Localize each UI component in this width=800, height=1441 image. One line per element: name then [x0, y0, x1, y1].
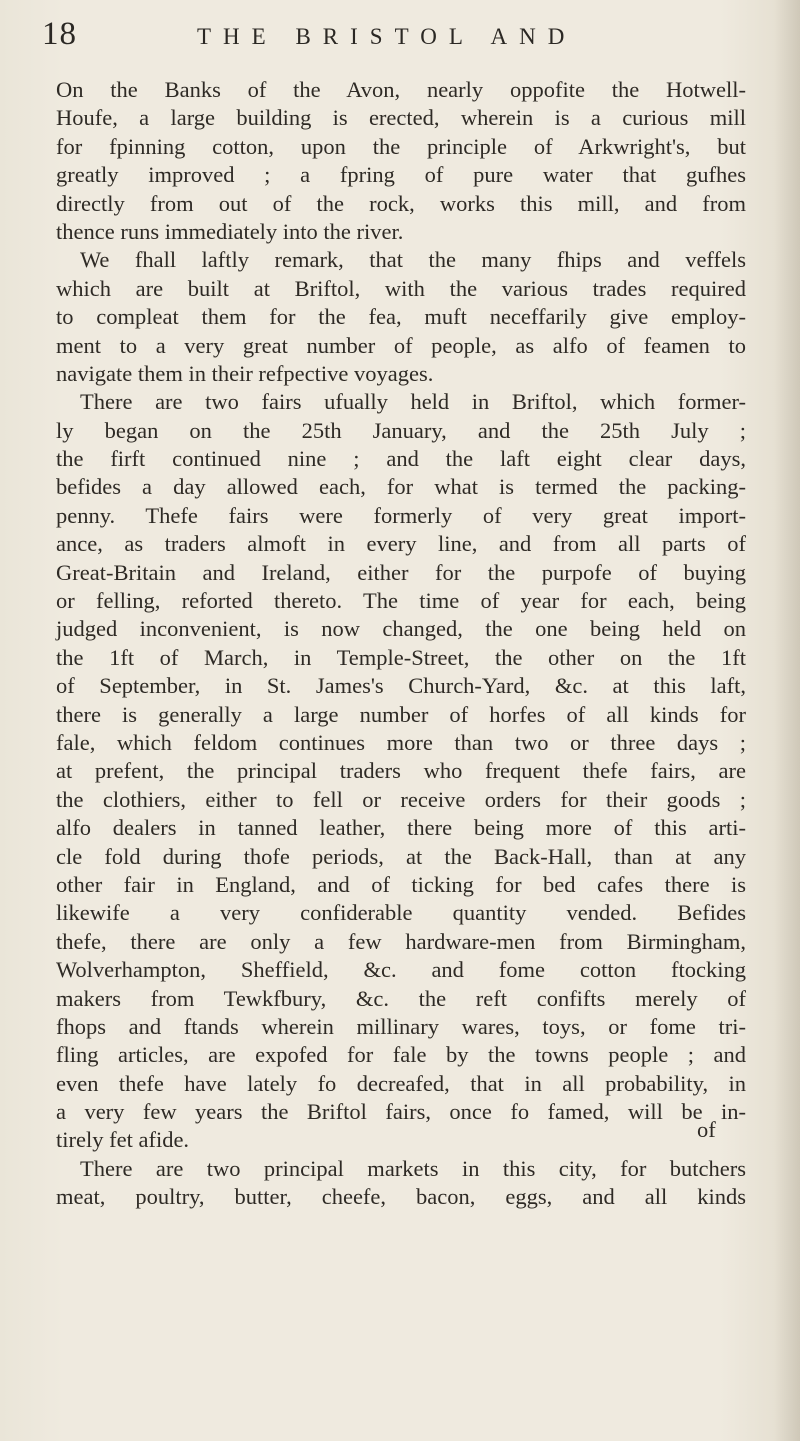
text-line: for fpinning cotton, upon the principle of Arkwright's, but — [56, 133, 746, 159]
text-line: at prefent, the principal traders who frequent thefe fairs, are — [56, 758, 746, 784]
page-number: 18 — [42, 16, 77, 52]
text-line: fhops and ftands wherein millinary wares, toys, or fome tri- — [56, 1013, 746, 1039]
text-line: fling articles, are expofed for fale by the towns people ; and — [56, 1042, 746, 1068]
text-line: the 1ft of March, in Temple-Street, the other on the 1ft — [56, 644, 746, 670]
text-line: penny. Thefe fairs were formerly of very great import- — [56, 502, 746, 528]
body-text — [56, 76, 746, 1212]
text-line: Wolverhampton, Sheffield, &c. and fome cotton ftocking — [56, 957, 746, 983]
catchword: of — [697, 1117, 716, 1142]
text-line: makers from Tewkfbury, &c. the reft confifts merely of — [56, 985, 746, 1011]
text-line: meat, poultry, butter, cheefe, bacon, eggs, and all kinds — [56, 1184, 746, 1210]
text-line: Great-Britain and Ireland, either for the purpofe of buying — [56, 559, 746, 585]
text-line: even thefe have lately fo decreafed, that in all probability, in — [56, 1070, 746, 1096]
text-line: navigate them in their refpective voyages. — [56, 360, 434, 386]
text-line: or felling, reforted thereto. The time of year for each, being — [56, 588, 746, 614]
page-header — [42, 16, 742, 56]
text-line: Houfe, a large building is erected, wherein is a curious mill — [56, 105, 746, 131]
text-line: the clothiers, either to fell or receive orders for their goods ; — [56, 786, 746, 812]
text-line: On the Banks of the Avon, nearly oppofite the Hotwell- — [56, 77, 746, 102]
text-line: ment to a very great number of people, as alfo of feamen to — [56, 332, 746, 358]
text-line: a very few years the Briftol fairs, once fo famed, will be in- — [56, 1099, 746, 1125]
text-line: greatly improved ; a fpring of pure water that gufhes — [56, 162, 746, 188]
text-line: cle fold during thofe periods, at the Back-Hall, than at any — [56, 843, 746, 869]
text-line: alfo dealers in tanned leather, there being more of this arti- — [56, 815, 746, 841]
text-line: thefe, there are only a few hardware-men from Birmingham, — [56, 928, 746, 954]
text-line: We fhall laftly remark, that the many fhips and veffels — [80, 247, 746, 273]
text-line: tirely fet afide. — [56, 1127, 190, 1153]
page-edge-shadow — [774, 0, 800, 1441]
text-line: fale, which feldom continues more than two or three days ; — [56, 729, 746, 755]
text-line: There are two fairs ufually held in Briftol, which former- — [80, 389, 746, 415]
text-line: to compleat them for the fea, muft neceffarily give employ- — [56, 304, 746, 330]
text-line: There are two principal markets in this city, for butchers — [80, 1155, 746, 1181]
running-head: THE BRISTOL AND — [197, 24, 577, 49]
text-line: the firft continued nine ; and the laft eight clear days, — [56, 446, 746, 472]
text-line: thence runs immediately into the river. — [56, 218, 404, 244]
text-line: of September, in St. James's Church-Yard, &c. at this laft, — [56, 673, 746, 699]
text-line: other fair in England, and of ticking for bed cafes there is — [56, 871, 746, 897]
text-line: which are built at Briftol, with the various trades required — [56, 275, 746, 301]
text-line: ance, as traders almoft in every line, and from all parts of — [56, 531, 746, 557]
text-line: likewife a very confiderable quantity vended. Befides — [56, 900, 746, 926]
text-line: directly from out of the rock, works this mill, and from — [56, 190, 746, 216]
text-line: befides a day allowed each, for what is termed the packing- — [56, 474, 746, 500]
text-line: there is generally a large number of horfes of all kinds for — [56, 701, 746, 727]
text-line: ly began on the 25th January, and the 25th July ; — [56, 417, 746, 443]
text-line: judged inconvenient, is now changed, the one being held on — [56, 616, 746, 642]
